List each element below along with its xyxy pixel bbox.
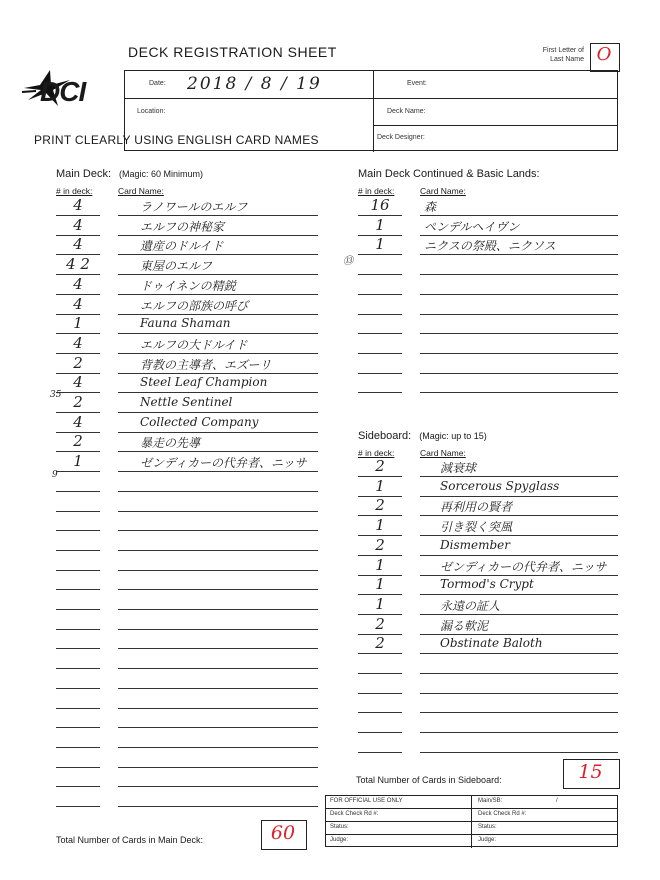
name-line [118,294,318,295]
main-continued-name-header: Card Name: [420,186,466,196]
name-line [420,732,618,733]
card-name[interactable]: Tormod's Crypt [440,577,534,592]
name-line [420,634,618,635]
name-line [420,614,618,615]
card-qty[interactable]: 1 [375,215,385,234]
name-line [420,712,618,713]
card-qty[interactable]: 4 [73,196,83,214]
card-name[interactable]: Obstinate Baloth [440,636,543,651]
qty-line [358,752,402,753]
name-line [118,767,318,768]
card-qty[interactable]: 2 [375,496,385,515]
name-line [118,727,318,728]
card-name[interactable]: Dismember [440,537,510,552]
card-qty[interactable]: 4 [73,235,83,254]
qty-line [56,629,100,630]
card-qty[interactable]: 2 [375,535,385,554]
card-name[interactable]: ペンデルヘイヴン [424,219,520,234]
name-line [420,235,618,236]
name-line [118,648,318,649]
card-qty[interactable]: 4 [73,215,83,234]
card-name[interactable]: Sorcerous Spyglass [440,478,560,493]
name-line [118,570,318,571]
qty-line [358,653,402,654]
card-qty[interactable]: 4 2 [66,255,90,274]
card-name[interactable]: ゼンディカーの代弁者、ニッサ [440,559,607,574]
qty-line [56,727,100,728]
card-qty[interactable]: 2 [73,393,83,411]
name-line [118,609,318,610]
official-title: FOR OFFICIAL USE ONLY [330,798,403,804]
card-qty[interactable]: 1 [375,594,385,613]
main-deck-name-header: Card Name: [118,186,164,196]
name-line [420,373,618,374]
qty-line [358,712,402,713]
name-line [420,254,618,255]
name-line [118,333,318,334]
date-value[interactable]: 2018 / 8 / 19 [187,74,322,94]
name-line [118,314,318,315]
official-check-label-1: Deck Check Rd #: [330,811,379,817]
qty-line [358,392,402,393]
qty-line [358,294,402,295]
card-name[interactable]: エルフの神秘家 [140,219,225,234]
margin-note-circled: ⑬ [343,256,353,267]
name-line [118,471,318,472]
qty-line [56,747,100,748]
qty-line [56,589,100,590]
event-label: Event: [407,80,427,87]
official-judge-label-2: Judge: [478,837,497,843]
official-status-label-2: Status: [478,824,497,830]
card-qty[interactable]: 2 [73,432,83,451]
qty-line [56,570,100,571]
name-line [118,353,318,354]
sideboard-title-text: Sideboard: [358,430,412,442]
deck-name-label: Deck Name: [387,108,426,115]
sideboard-qty-header: # in deck: [358,448,395,458]
card-name[interactable]: ゼンディカーの代弁者、ニッサ [140,456,307,471]
qty-line [56,708,100,709]
first-letter-label-line2: Last Name [550,56,584,63]
qty-line [358,314,402,315]
name-line [118,688,318,689]
qty-line [56,609,100,610]
dci-logo-text: DCI [40,76,86,107]
first-letter-value: O [596,44,612,65]
card-qty[interactable]: 1 [73,452,83,471]
name-line [118,786,318,787]
card-qty[interactable]: 1 [375,516,385,535]
name-line [118,392,318,393]
card-name[interactable]: 漏る軟泥 [440,618,489,633]
card-name[interactable]: 暴走の先導 [140,436,201,451]
qty-line [358,673,402,674]
official-use-box [325,795,618,847]
name-line [118,550,318,551]
first-letter-label [520,46,584,64]
name-line [420,535,618,536]
main-continued-title: Main Deck Continued & Basic Lands: [358,168,540,180]
card-qty[interactable]: 2 [375,614,385,633]
name-line [420,594,618,595]
card-name[interactable]: 再利用の賢者 [440,500,513,515]
name-line [420,476,618,477]
card-qty[interactable]: 4 [73,333,83,352]
official-status-label-1: Status: [330,824,349,830]
name-line [118,589,318,590]
card-name[interactable]: 背教の主導者、エズーリ [140,357,272,372]
sheet-title: DECK REGISTRATION SHEET [128,44,337,60]
dci-logo [10,66,118,112]
name-line [118,432,318,433]
card-name[interactable]: 東屋のエルフ [140,259,213,274]
card-name[interactable]: 減衰球 [440,461,477,475]
qty-line [56,491,100,492]
sideboard-subtitle: (Magic: up to 15) [419,431,487,441]
name-line [118,254,318,255]
qty-line [56,806,100,807]
card-qty[interactable]: 2 [73,353,83,372]
name-line [118,806,318,807]
sideboard-name-header: Card Name: [420,448,466,458]
card-name[interactable]: エルフの部族の呼び [140,298,249,313]
qty-line [358,333,402,334]
card-qty[interactable]: 2 [375,634,385,653]
official-check-label-2: Deck Check Rd #: [478,811,527,817]
card-name[interactable]: ニクスの祭殿、ニクソス [424,239,556,254]
name-line [420,274,618,275]
main-deck-qty-header: # in deck: [56,186,93,196]
card-qty[interactable]: 1 [375,476,385,495]
qty-line [358,254,402,255]
qty-line [358,274,402,275]
qty-line [358,373,402,374]
name-line [420,294,618,295]
name-line [420,575,618,576]
card-name[interactable]: Collected Company [140,414,259,429]
qty-line [56,648,100,649]
name-line [420,314,618,315]
name-line [420,496,618,497]
name-line [118,747,318,748]
qty-line [358,353,402,354]
name-line [118,668,318,669]
card-name[interactable]: Fauna Shaman [140,316,231,331]
name-line [118,530,318,531]
main-deck-total-label: Total Number of Cards in Main Deck: [56,835,204,845]
official-judge-label-1: Judge: [330,837,349,843]
name-line [420,215,618,216]
name-line [420,673,618,674]
date-label: Date: [149,80,166,87]
qty-line [358,732,402,733]
card-qty[interactable]: 4 [73,294,83,313]
name-line [420,353,618,354]
margin-note-35: 35 [50,390,62,400]
card-qty[interactable]: 2 [375,457,385,475]
qty-line [56,786,100,787]
name-line [118,215,318,216]
name-line [118,412,318,413]
main-continued-qty-header: # in deck: [358,186,395,196]
qty-line [56,688,100,689]
location-label: Location: [137,108,166,115]
name-line [118,451,318,452]
card-qty[interactable]: 16 [370,196,390,214]
name-line [420,392,618,393]
official-slash: / [556,798,558,804]
main-deck-total-value: 60 [270,822,296,844]
card-qty[interactable]: 1 [73,314,83,333]
card-name[interactable]: 森 [424,200,437,214]
name-line [118,491,318,492]
card-name[interactable]: Nettle Sentinel [140,395,233,409]
qty-line [358,693,402,694]
main-deck-subtitle: (Magic: 60 Minimum) [119,169,204,179]
card-qty[interactable]: 1 [375,235,385,254]
name-line [118,708,318,709]
card-name[interactable]: エルフの大ドルイド [140,337,248,352]
print-clearly-instruction: PRINT CLEARLY USING ENGLISH CARD NAMES [34,133,319,147]
name-line [118,629,318,630]
margin-note-9: 9 [52,470,58,480]
qty-line [56,767,100,768]
name-line [420,653,618,654]
deck-designer-label: Deck Designer: [377,134,425,141]
name-line [420,693,618,694]
sideboard-total-value: 15 [578,761,603,783]
card-name[interactable]: 引き裂く突風 [440,520,513,535]
card-name[interactable]: 永遠の証人 [440,598,501,613]
first-letter-label-line1: First Letter of [542,47,584,54]
name-line [420,515,618,516]
sideboard-title [358,430,487,442]
card-qty[interactable]: 1 [375,575,385,594]
main-deck-title [56,168,203,180]
qty-line [56,530,100,531]
name-line [118,235,318,236]
card-name[interactable]: Steel Leaf Champion [140,375,268,390]
qty-line [56,550,100,551]
main-deck-title-text: Main Deck: [56,168,112,180]
card-qty[interactable]: 1 [375,555,385,574]
card-qty[interactable]: 4 [73,274,83,293]
qty-line [56,668,100,669]
name-line [420,333,618,334]
name-line [420,752,618,753]
name-line [118,511,318,512]
card-name[interactable]: ラノワールのエルフ [140,200,248,214]
name-line [118,373,318,374]
sideboard-total-label: Total Number of Cards in Sideboard: [356,775,502,785]
official-main-sb-label: Main/SB: [478,798,503,804]
qty-line [56,511,100,512]
qty-line [56,471,100,472]
name-line [420,555,618,556]
name-line [118,274,318,275]
card-name[interactable]: 遺産のドルイド [140,239,224,254]
card-qty[interactable]: 4 [73,373,83,392]
card-name[interactable]: ドゥイネンの精鋭 [140,278,236,293]
card-qty[interactable]: 4 [73,412,83,431]
